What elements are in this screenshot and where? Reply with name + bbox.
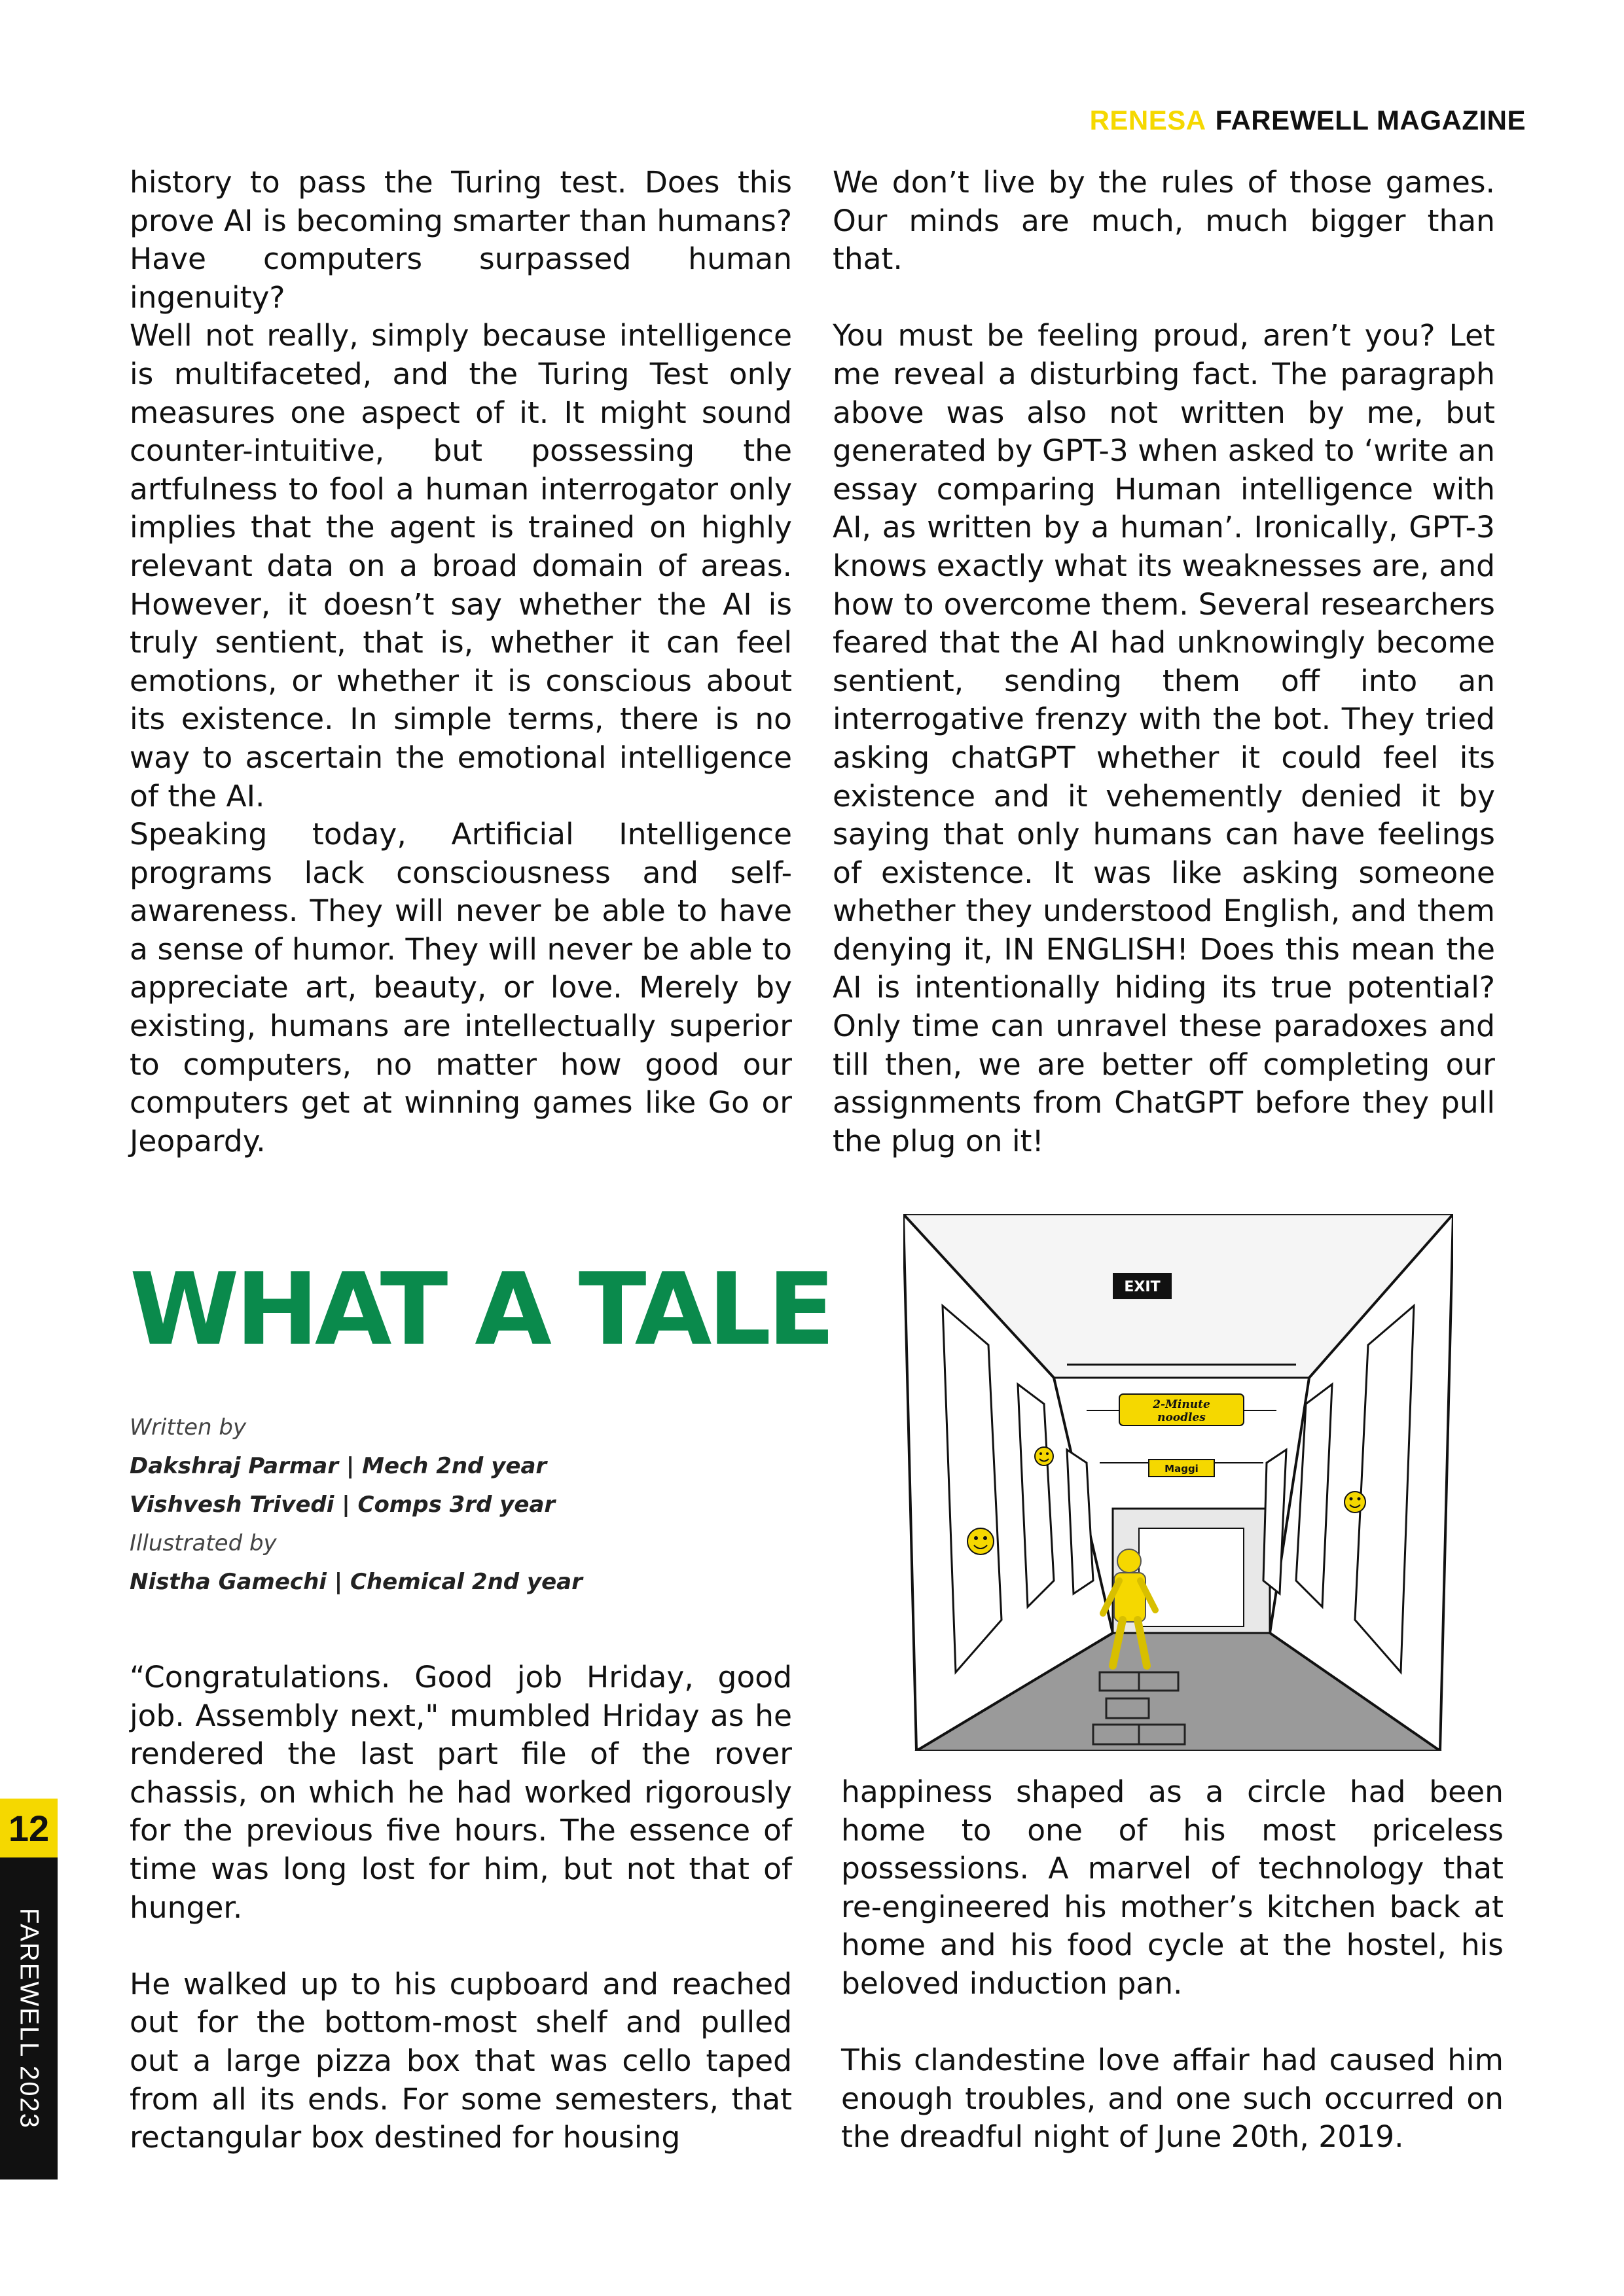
story-right-column [841,1773,1504,2157]
story-left-column [130,1659,792,2157]
side-label-bar [0,1857,58,2179]
illustrator-name: Nistha Gamechi | Chemical 2nd year [130,1569,583,1595]
paragraph: Well not really, simply because intelligence is multifaceted, and the Turing Test only measures one aspect of it. It might sound counter-intuitive, but possessing the artfulness to fool a human interrogator only implies that the agent is trained on highly relevant data on a broad domain of areas. However, it doesn’t say whether the AI is truly sentient, that is, whether it can feel emotions, or whether it is conscious about its existence. In simple terms, there is no way to ascertain the emotional intelligence of the AI. [130,318,792,814]
magazine-header [1090,105,1526,136]
smiley-icon [1035,1447,1053,1465]
illustrated-by-label: Illustrated by [130,1530,277,1556]
hallway-illustration [903,1214,1453,1751]
page-number: 12 [0,1799,58,1857]
paragraph: You must be feeling proud, aren’t you? Let me reveal a disturbing fact. The paragraph above was also not written by me, but generated by GPT-3 when asked to ‘write an essay comparing Human intelligence with AI, as written by a human’. Ironically, GPT-3 knows exactly what its weaknesses are, and how to overcome them. Several researchers feared that the AI had unknowingly become sentient, sending them off into an interrogative frenzy with the bot. They tried asking chatGPT whether it could feel its existence and it vehemently denied it by saying that only humans can have feelings of existence. It was like asking someone whether they understood English, and them denying it, IN ENGLISH! Does this mean the AI is intentionally hiding its true potential? Only time can unravel these paradoxes and till then, we are better off completing our assignments from ChatGPT before they pull the plug on it! [833,318,1495,1158]
story-credits [130,1408,583,1602]
paragraph: history to pass the Turing test. Does this prove AI is becoming smarter than humans? Have computers surpassed human ingenuity? [130,165,792,315]
smiley-icon [967,1528,994,1554]
paragraph: He walked up to his cupboard and reached out for the bottom-most shelf and pulled out a large pizza box that was cello taped from all its ends. For some semesters, that rectangular box destined for housing [130,1966,792,2155]
article-top-right-column [833,164,1495,1160]
author-name: Vishvesh Trivedi | Comps 3rd year [130,1492,556,1518]
svg-text:Maggi: Maggi [1164,1463,1199,1475]
svg-text:2-Minute: 2-Minute [1153,1398,1210,1411]
author-name: Dakshraj Parmar | Mech 2nd year [130,1453,547,1479]
svg-text:noodles: noodles [1157,1411,1206,1424]
paragraph: We don’t live by the rules of those games. Our minds are much, much bigger than that. [833,165,1495,277]
article-top-left-column [130,164,792,1160]
paragraph: This clandestine love affair had caused him enough troubles, and one such occurred on the dreadful night of June 20th, 2019. [841,2043,1504,2155]
paragraph: happiness shaped as a circle had been home to one of his most priceless possessions. A marvel of technology that re-engineered his mother’s kitchen back at home and his food cycle at the hostel, his beloved induction pan. [841,1774,1504,2001]
written-by-label: Written by [130,1414,247,1441]
paragraph: Speaking today, Artificial Intelligence programs lack consciousness and self-awareness. They will never be able to have a sense of humor. They will never be able to appreciate art, beauty, or love. Merely by existing, humans are intellectually superior to computers, no matter how good our computers get at winning games like Go or Jeopardy. [130,817,792,1158]
paragraph: “Congratulations. Good job Hriday, good job. Assembly next," mumbled Hriday as he rendered the last part file of the rover chassis, on which he had worked rigorously for the previous five hours. The essence of time was long lost for him, but not that of hunger. [130,1660,792,1925]
header-brand: RENESA [1089,105,1206,135]
side-label: FAREWELL 2023 [14,1907,44,2130]
header-title: FAREWELL MAGAZINE [1215,105,1526,135]
smiley-icon [1344,1492,1365,1513]
story-title: WHAT A TALE [130,1251,832,1367]
svg-text:EXIT: EXIT [1124,1279,1161,1295]
